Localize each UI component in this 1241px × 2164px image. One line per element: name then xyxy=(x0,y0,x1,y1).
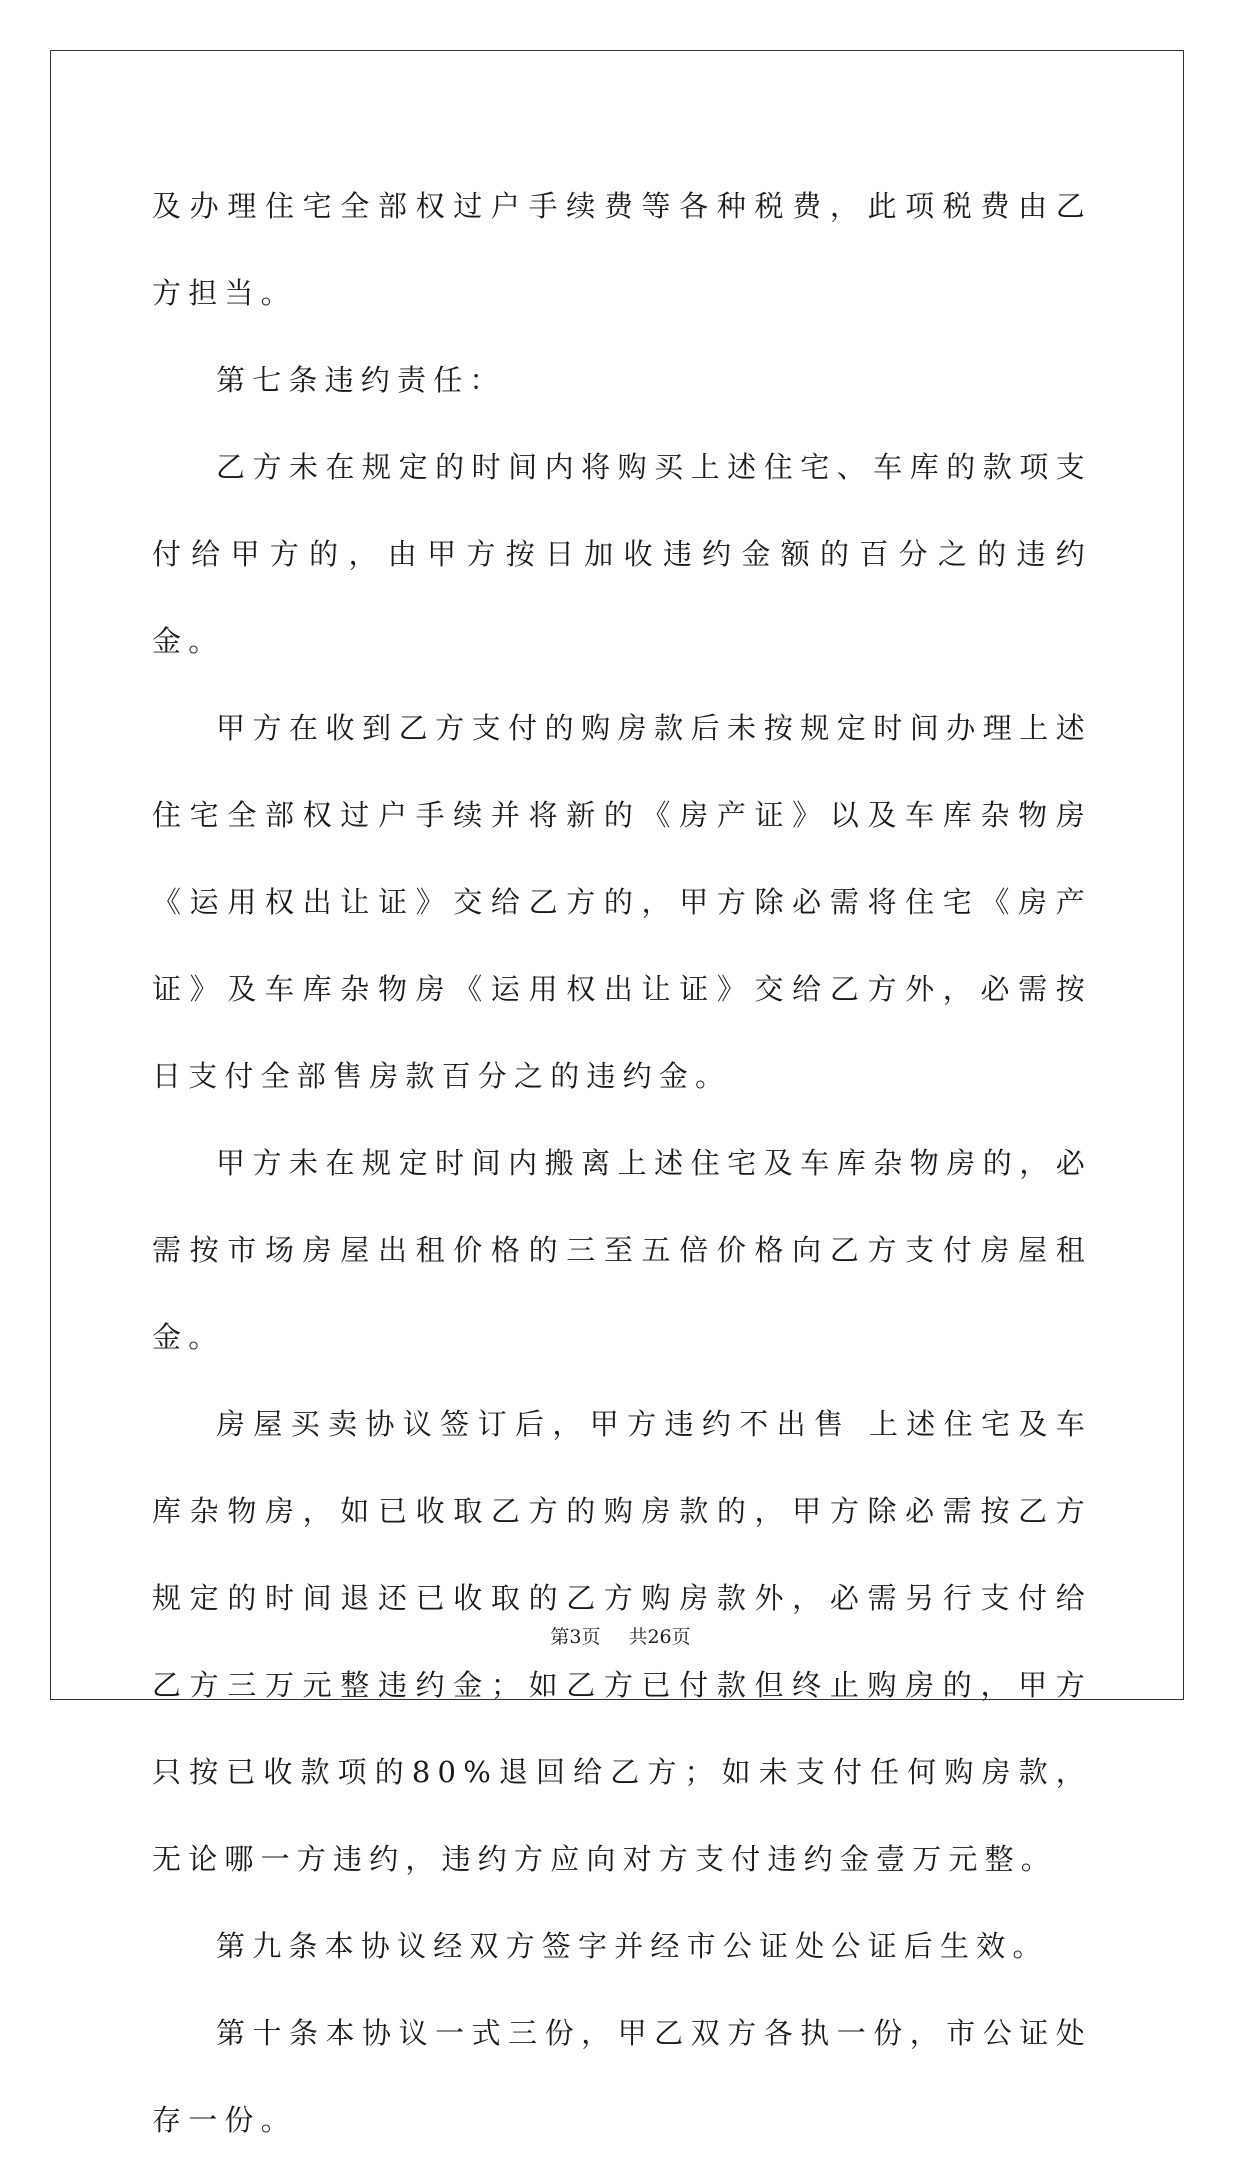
current-page-label: 第3页 xyxy=(550,1626,601,1648)
paragraph: 第十条本协议一式三份，甲乙双方各执一份，市公证处存一份。 xyxy=(152,2016,1092,2137)
document-body xyxy=(152,163,1092,2164)
total-pages-label: 共26页 xyxy=(628,1626,691,1648)
paragraph: 甲方在收到乙方支付的购房款后未按规定时间办理上述住宅全部权过户手续并将新的《房产证》以及车库杂物房《运用权出让证》交给乙方的，甲方除必需将住宅《房产证》及车库杂物房《运用权出让证》交给乙方外，必需按日支付全部售房款百分之的违约金。 xyxy=(152,711,1092,1093)
paragraph: 甲方未在规定时间内搬离上述住宅及车库杂物房的，必需按市场房屋出租价格的三至五倍价格向乙方支付房屋租金。 xyxy=(152,1146,1092,1354)
paragraph: 第九条本协议经双方签字并经市公证处公证后生效。 xyxy=(216,1929,1049,1963)
paragraph: 及办理住宅全部权过户手续费等各种税费，此项税费由乙方担当。 xyxy=(152,189,1092,310)
paragraph: 房屋买卖协议签订后，甲方违约不出售 上述住宅及车库杂物房，如已收取乙方的购房款的，甲方除必需按乙方规定的时间退还已收取的乙方购房款外，必需另行支付给乙方三万元整违约金；如乙方已付款但终止购房的，甲方只按已收款项的80%退回给乙方；如未支付任何购房款，无论哪一方违约，违约方应向对方支付违约金壹万元整。 xyxy=(152,1407,1092,1876)
paragraph: 乙方未在规定的时间内将购买上述住宅、车库的款项支付给甲方的，由甲方按日加收违约金额的百分之的违约金。 xyxy=(152,450,1092,658)
page-footer xyxy=(0,1622,1241,1649)
section-heading: 第七条违约责任： xyxy=(216,363,506,397)
